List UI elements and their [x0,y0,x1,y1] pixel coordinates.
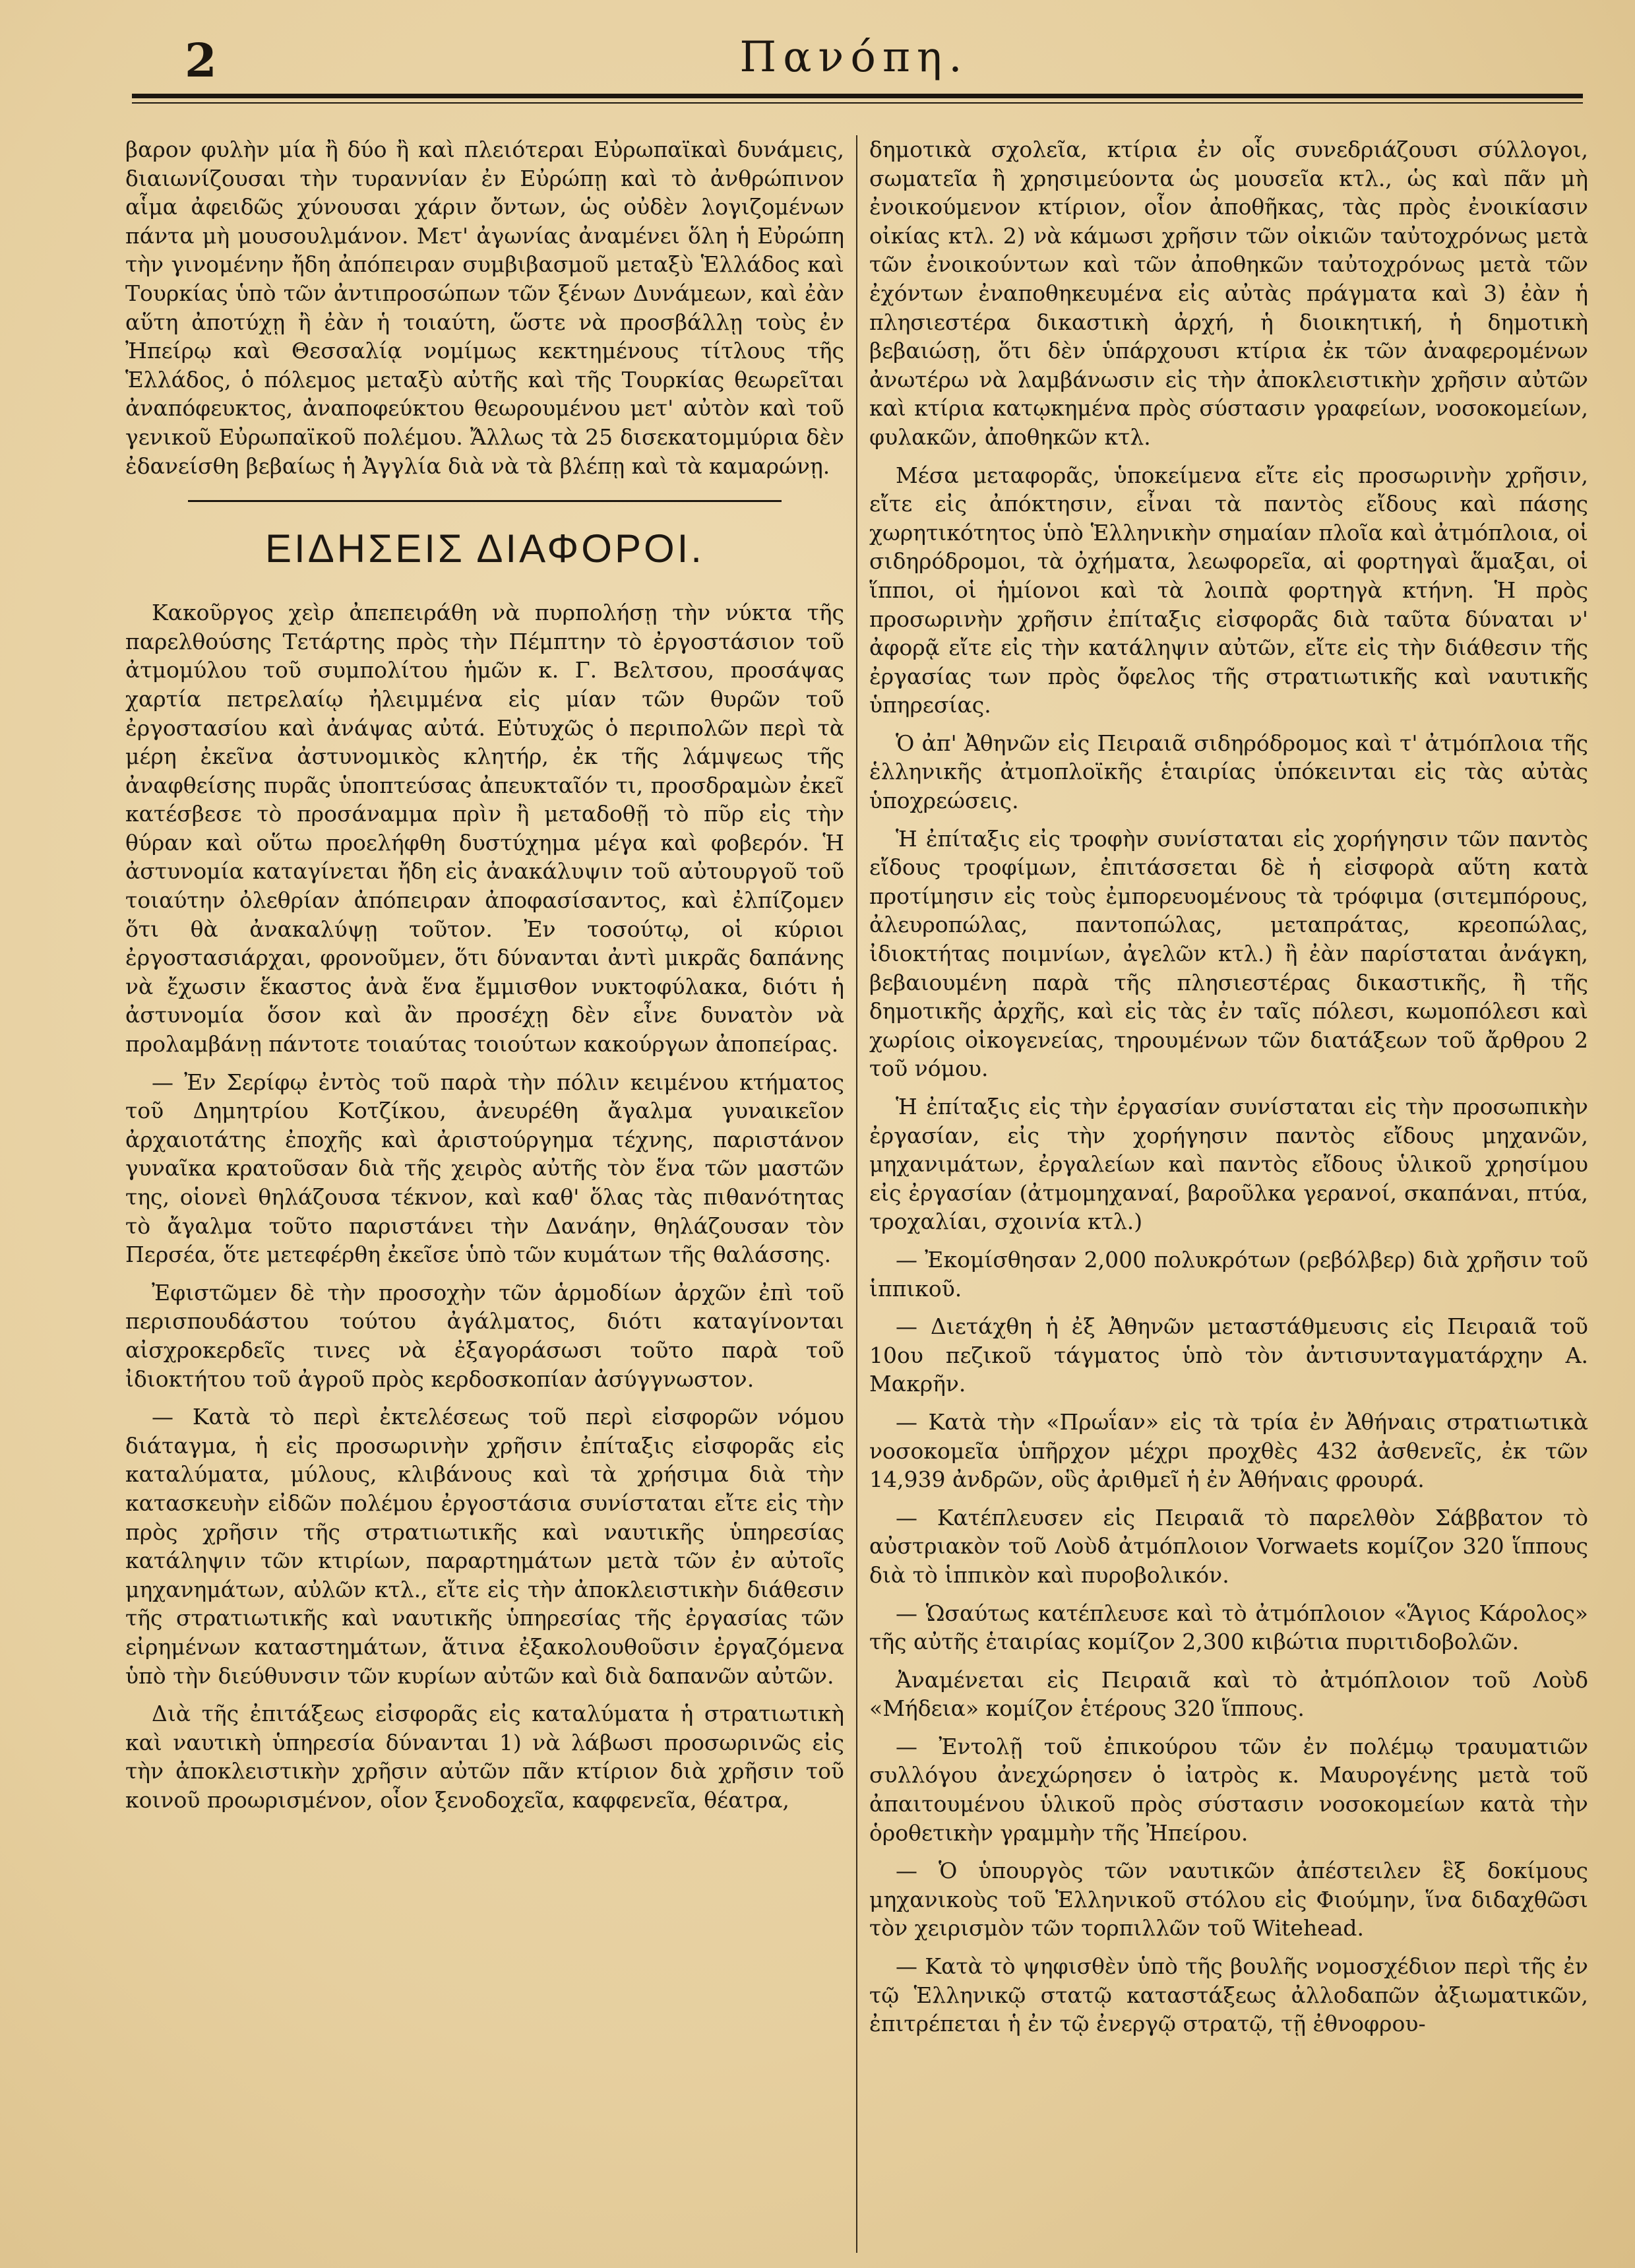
intro-paragraph: βαρον φυλὴν μία ἢ δύο ἢ καὶ πλειότεραι Εὐρωπαϊκαὶ δυνάμεις, διαιωνίζουσαι τὴν τυραννίαν ἐν Εὐρώπῃ καὶ τὸ ἀνθρώπινον αἷμα ἀφειδῶς χύνουσαι χάριν ὄντων, ὡς οὐδὲν λογιζομένων πάντα μὴ μουσουλμάνον. Μετ' ἀγωνίας ἀναμένει ὅλη ἡ Εὐρώπη τὴν γινομένην ἤδη ἀπόπειραν συμβιβασμοῦ μεταξὺ Ἑλλάδος καὶ Τουρκίας ὑπὸ τῶν ἀντιπροσώπων τῶν ξένων Δυνάμεων, καὶ ἐὰν αὕτη ἀποτύχῃ ἢ ἐὰν ἡ τοιαύτη, ὥστε νὰ προσβάλλῃ τοὺς ἐν Ἠπείρῳ καὶ Θεσσαλίᾳ νομίμως κεκτημένους τίτλους τῆς Ἑλλάδος, ὁ πόλεμος μεταξὺ αὐτῆς καὶ τῆς Τουρκίας θεωρεῖται ἀναπόφευκτος, ἀναποφεύκτου θεωρουμένου μετ' αὐτὸν καὶ τοῦ γενικοῦ Εὐρωπαϊκοῦ πολέμου. Ἄλλως τὰ 25 δισεκατομμύρια δὲν ἐδανείσθη βεβαίως ἡ Ἀγγλία διὰ νὰ τὰ βλέπῃ καὶ τὰ καμαρώνῃ. [125,137,844,479]
section-title: ΕΙΔΗΣΕΙΣ ΔΙΑΦΟΡΟΙ. [265,526,704,571]
news-item: Ἀναμένεται εἰς Πειραιᾶ καὶ τὸ ἀτμόπλοιον τοῦ Λοὺδ «Μήδεια» κομίζον ἑτέρους 320 ἵππους. [869,1666,1588,1722]
news-item: Κακοῦργος χεὶρ ἀπεπειράθη νὰ πυρπολήσῃ τὴν νύκτα τῆς παρελθούσης Τετάρτης πρὸς τὴν Πέμπτην τὸ ἐργοστάσιον τοῦ ἀτμομύλου τοῦ συμπολίτου ἡμῶν κ. Γ. Βελτσου, προσάψας χαρτία πετρελαίῳ ἠλειμμένα εἰς μίαν τῶν θυρῶν τοῦ ἐργοστασίου καὶ ἀνάψας αὐτά. Εὐτυχῶς ὁ περιπολῶν περὶ τὰ μέρη ἐκεῖνα ἀστυνομικὸς κλητήρ, ἐκ τῆς λάμψεως τῆς ἀναφθείσης πυρᾶς ὑποπτεύσας ἀπευκταῖόν τι, προσδραμὼν ἐκεῖ κατέσβεσε τὸ προσάναμμα πρὶν ἢ μεταδοθῇ τὸ πῦρ εἰς τὴν θύραν καὶ οὕτω προελήφθη δυστύχημα μέγα καὶ φοβερόν. Ἡ ἀστυνομία καταγίνεται ἤδη εἰς ἀνακάλυψιν τοῦ αὐτουργοῦ τοῦ τοιαύτην ὀλεθρίαν ἀπόπειραν ἀποφασίσαντος, καὶ ἐλπίζομεν ὅτι θὰ ἀνακαλύψῃ τοῦτον. Ἐν τοσούτῳ, οἱ κύριοι ἐργοστασιάρχαι, φρονοῦμεν, ὅτι δύνανται ἀντὶ μικρᾶς δαπάνης νὰ ἔχωσιν ἕκαστος ἀνὰ ἕνα ἔμμισθον νυκτοφύλακα, διότι ἡ ἀστυνομία ὅσον καὶ ἂν προσέχῃ δὲν εἶνε δυνατὸν νὰ προλαμβάνῃ πάντοτε τοιαύτας τοιούτων κακούργων ἀποπείρας. [125,600,844,1057]
news-item: Ἐφιστῶμεν δὲ τὴν προσοχὴν τῶν ἁρμοδίων ἀρχῶν ἐπὶ τοῦ περισπουδάστου τούτου ἀγάλματος, διότι καταγίνονται αἰσχροκερδεῖς τινες νὰ ἐξαγοράσωσι τοῦτο παρὰ τοῦ ἰδιοκτήτου τοῦ ἀγροῦ πρὸς κερδοσκοπίαν ἀσύγγνωστον. [125,1279,844,1392]
right-column [869,135,1588,2246]
news-item: — Ἐν Σερίφῳ ἐντὸς τοῦ παρὰ τὴν πόλιν κειμένου κτήματος τοῦ Δημητρίου Κοτζίκου, ἀνευρέθη ἄγαλμα γυναικεῖον ἀρχαιοτάτης ἐποχῆς καὶ ἀριστούργημα τέχνης, παριστάνον γυναῖκα κρατοῦσαν διὰ τῆς χειρὸς αὐτῆς τὸν ἕνα τῶν μαστῶν της, οἱονεὶ θηλάζουσα τέκνον, καὶ καθ' ὅλας τὰς πιθανότητας τὸ ἄγαλμα τοῦτο παριστάνει τὴν Δανάην, θηλάζουσαν τὸν Περσέα, ὅτε μετεφέρθη ἐκεῖσε ὑπὸ τῶν κυμάτων τῆς θαλάσσης. [125,1069,844,1268]
news-item: — Ὁ ὑπουργὸς τῶν ναυτικῶν ἀπέστειλεν ἓξ δοκίμους μηχανικοὺς τοῦ Ἑλληνικοῦ στόλου εἰς Φιούμην, ἵνα διδαχθῶσι τὸν χειρισμὸν τῶν τορπιλλῶν τοῦ Witehead. [869,1858,1588,1941]
news-item: Ἡ ἐπίταξις εἰς τὴν ἐργασίαν συνίσταται εἰς τὴν προσωπικὴν ἐργασίαν, εἰς τὴν χορήγησιν παντὸς εἴδους μηχανῶν, μηχανιμάτων, ἐργαλείων καὶ παντὸς εἴδους ὑλικοῦ χρησίμου εἰς ἐργασίαν (ἀτμομηχαναί, βαροῦλκα γερανοί, σκαπάναι, πτύα, τροχαλίαι, σχοινία κτλ.) [869,1094,1588,1235]
news-item: Μέσα μεταφορᾶς, ὑποκείμενα εἴτε εἰς προσωρινὴν χρῆσιν, εἴτε εἰς ἀπόκτησιν, εἶναι τὰ παντὸς εἴδους καὶ πάσης χωρητικότητος ὑπὸ Ἑλληνικὴν σημαίαν πλοῖα καὶ ἀτμόπλοια, οἱ σιδηρόδρομοι, τὰ ὀχήματα, λεωφορεῖα, αἱ φορτηγαὶ ἅμαξαι, οἱ ἵπποι, οἱ ἡμίονοι καὶ τὰ λοιπὰ φορτηγὰ κτήνη. Ἡ πρὸς προσωρινὴν χρῆσιν ἐπίταξις εἰσφορᾶς διὰ ταῦτα δύναται ν' ἀφορᾷ εἴτε εἰς τὴν κατάληψιν αὐτῶν, εἴτε εἰς τὴν διάθεσιν τῆς ἐργασίας των πρὸς ὄφελος τῆς στρατιωτικῆς καὶ ναυτικῆς ὑπηρεσίας. [869,462,1588,718]
news-item: δημοτικὰ σχολεῖα, κτίρια ἐν οἷς συνεδριάζουσι σύλλογοι, σωματεῖα ἢ χρησιμεύοντα ὡς μουσεῖα κτλ., ὡς καὶ πᾶν μὴ ἐνοικούμενον κτίριον, οἷον ἀποθῆκας, τὰς πρὸς ἐνοικίασιν οἰκίας κτλ. 2) νὰ κάμωσι χρῆσιν τῶν οἰκιῶν ταὐτοχρόνως μετὰ τῶν ἐνοικούντων καὶ τῶν ἀποθηκῶν ταὐτοχρόνως μετὰ τῶν ἐχόντων ἐναποθηκευμένα εἰς αὐτὰς πράγματα καὶ 3) ἐὰν ἡ πλησιεστέρα δικαστικὴ ἀρχή, ἡ διοικητική, ἡ δημοτικὴ βεβαιώσῃ, ὅτι δὲν ὑπάρχουσι κτίρια ἐκ τῶν ἀναφερομένων ἀνωτέρω νὰ λαμβάνωσιν εἰς τὴν ἀποκλειστικὴν χρῆσιν αὐτῶν καὶ κτίρια κατῳκημένα πρὸς σύστασιν γραφείων, νοσοκομείων, φυλακῶν, ἀποθηκῶν κτλ. [869,137,1588,450]
news-item: — Κατὰ τὸ περὶ ἐκτελέσεως τοῦ περὶ εἰσφορῶν νόμου διάταγμα, ἡ εἰς προσωρινὴν χρῆσιν ἐπίταξις εἰσφορᾶς εἰς καταλύματα, μύλους, κλιβάνους καὶ τὰ χρήσιμα διὰ τὴν κατασκευὴν εἰδῶν πολέμου ἐργοστάσια συνίσταται εἴτε εἰς τὴν πρὸς χρῆσιν τῆς στρατιωτικῆς καὶ ναυτικῆς ὑπηρεσίας κατάληψιν τῶν κτιρίων, παραρτημάτων μετὰ τῶν ἐν αὐτοῖς μηχανημάτων, αὐλῶν κτλ., εἴτε εἰς τὴν ἀποκλειστικὴν διάθεσιν τῆς στρατιωτικῆς καὶ ναυτικῆς ὑπηρεσίας τῆς ἐργασίας τῶν εἰρημένων καταστημάτων, ἅτινα ἐξακολουθοῦσιν ἐργαζόμενα ὑπὸ τὴν διεύθυνσιν τῶν κυρίων αὐτῶν καὶ διὰ δαπανῶν αὐτῶν. [125,1404,844,1689]
news-item: Ὁ ἀπ' Ἀθηνῶν εἰς Πειραιᾶ σιδηρόδρομος καὶ τ' ἀτμόπλοια τῆς ἑλληνικῆς ἀτμοπλοϊκῆς ἑταιρίας ὑπόκεινται εἰς τὰς αὐτὰς ὑποχρεώσεις. [869,730,1588,814]
news-item: — Κατὰ τὸ ψηφισθὲν ὑπὸ τῆς βουλῆς νομοσχέδιον περὶ τῆς ἐν τῷ Ἑλληνικῷ στατῷ καταστάξεως ἀλλοδαπῶν ἀξιωματικῶν, ἐπιτρέπεται ἡ ἐν τῷ ἐνεργῷ στρατῷ, τῇ ἐθνοφρου- [869,1953,1588,2037]
column-divider [856,135,857,2253]
section-divider [188,500,782,502]
newspaper-title: Πανόπη. [739,33,969,82]
page-number: 2 [185,33,217,88]
news-item: — Κατέπλευσεν εἰς Πειραιᾶ τὸ παρελθὸν Σάββατον τὸ αὐστριακὸν τοῦ Λοὺδ ἀτμόπλοιον Vorwaets κομίζον 320 ἵππους διὰ τὸ ἱππικὸν καὶ πυροβολικόν. [869,1504,1588,1588]
news-item: — Κατὰ τὴν «Πρωΐαν» εἰς τὰ τρία ἐν Ἀθήναις στρατιωτικὰ νοσοκομεῖα ὑπῆρχον μέχρι προχθὲς 432 ἀσθενεῖς, ἐκ τῶν 14,939 ἀνδρῶν, οὓς ἀριθμεῖ ἡ ἐν Ἀθήναις φρουρά. [869,1408,1588,1493]
news-item: — Ἐντολῇ τοῦ ἐπικούρου τῶν ἐν πολέμῳ τραυματιῶν συλλόγου ἀνεχώρησεν ὁ ἰατρὸς κ. Μαυρογένης μετὰ τοῦ ἀπαιτουμένου ὑλικοῦ πρὸς σύστασιν νοσοκομείων κατὰ τὴν ὁροθετικὴν γραμμὴν τῆς Ἠπείρου. [869,1733,1588,1846]
header-rule [132,94,1583,104]
news-item: — Ἐκομίσθησαν 2,000 πολυκρότων (ρεβόλβερ) διὰ χρῆσιν τοῦ ἱππικοῦ. [869,1246,1588,1302]
left-column [125,135,844,2246]
news-item: Ἡ ἐπίταξις εἰς τροφὴν συνίσταται εἰς χορήγησιν τῶν παντὸς εἴδους τροφίμων, ἐπιτάσσεται δὲ ἡ εἰσφορὰ αὕτη κατὰ προτίμησιν εἰς τοὺς ἐμπορευομένους τὰ τρόφιμα (σιτεμπόρους, ἀλευροπώλας, παντοπώλας, μεταπράτας, κρεοπώλας, ἰδιοκτήτας ποιμνίων, ἀγελῶν κτλ.) ἢ ἐὰν παρίσταται ἀνάγκη, βεβαιουμένη παρὰ τῆς πλησιεστέρας δικαστικῆς, ἢ τῆς δημοτικῆς ἀρχῆς, καὶ εἰς τὰς ἐν ταῖς πόλεσι, κωμοπόλεσι καὶ χωρίοις οἰκογενείας, τηρουμένων τῶν διατάξεων τοῦ ἄρθρου 2 τοῦ νόμου. [869,825,1588,1082]
page-header [132,26,1576,99]
news-item: Διὰ τῆς ἐπιτάξεως εἰσφορᾶς εἰς καταλύματα ἡ στρατιωτικὴ καὶ ναυτικὴ ὑπηρεσία δύνανται 1) νὰ λάβωσι προσωρινῶς εἰς τὴν ἀποκλειστικὴν χρῆσιν αὐτῶν πᾶν κτίριον διὰ χρῆσιν τοῦ κοινοῦ προωρισμένον, οἷον ξενοδοχεῖα, καφφενεῖα, θέατρα, [125,1701,844,1813]
news-item: — Διετάχθη ἡ ἐξ Ἀθηνῶν μεταστάθμευσις εἰς Πειραιᾶ τοῦ 10ου πεζικοῦ τάγματος ὑπὸ τὸν ἀντισυνταγματάρχην Α. Μακρῆν. [869,1313,1588,1397]
news-item: — Ὡσαύτως κατέπλευσε καὶ τὸ ἀτμόπλοιον «Ἅγιος Κάρολος» τῆς αὐτῆς ἑταιρίας κομίζον 2,300 κιβώτια πυριτιδοβολῶν. [869,1600,1588,1655]
